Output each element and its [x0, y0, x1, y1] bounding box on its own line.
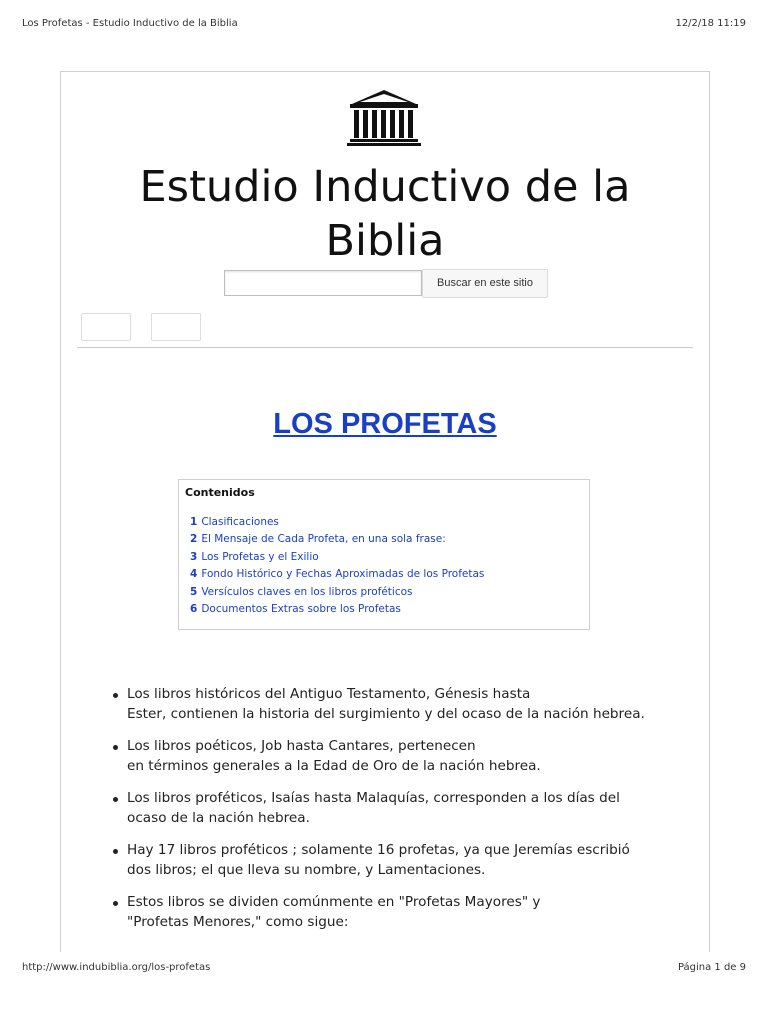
list-item-line: Ester, contienen la historia del surgimiento y del ocaso de la nación hebrea.	[127, 705, 645, 722]
toc-item[interactable]	[190, 531, 583, 548]
nav-button-1[interactable]	[81, 313, 131, 341]
list-item	[111, 893, 691, 932]
table-of-contents	[178, 479, 590, 630]
list-item	[111, 685, 691, 724]
toc-item-number: 6	[190, 603, 198, 616]
toc-item-link[interactable]: El Mensaje de Cada Profeta, en una sola frase:	[201, 533, 446, 546]
list-item-line: Los libros proféticos, Isaías hasta Malaquías, corresponden a los días del	[127, 790, 620, 806]
print-footer-url: http://www.indubiblia.org/los-profetas	[22, 962, 211, 973]
bullet-dot-icon	[113, 693, 118, 698]
bullet-list	[111, 685, 691, 945]
toc-item-number: 2	[190, 533, 198, 546]
list-item-line: Hay 17 libros proféticos ; solamente 16 profetas, ya que Jeremías escribió	[127, 842, 630, 858]
toc-item[interactable]	[190, 549, 583, 566]
list-item	[111, 737, 691, 776]
search-input[interactable]	[224, 270, 422, 296]
list-item	[111, 841, 691, 880]
site-title-line1: Estudio Inductivo de la	[139, 162, 631, 212]
toc-item-link[interactable]: Versículos claves en los libros proféticos	[201, 585, 413, 598]
search-button[interactable]: Buscar en este sitio	[422, 269, 548, 298]
list-item-line: dos libros; el que lleva su nombre, y Lamentaciones.	[127, 861, 486, 878]
print-header-datetime: 12/2/18 11:19	[675, 18, 746, 29]
toc-item-number: 4	[190, 568, 198, 581]
list-item-line: en términos generales a la Edad de Oro de la nación hebrea.	[127, 757, 541, 774]
bullet-dot-icon	[113, 849, 118, 854]
bullet-dot-icon	[113, 797, 118, 802]
toc-item-link[interactable]: Los Profetas y el Exilio	[201, 550, 319, 563]
page-heading	[61, 408, 709, 441]
site-title-link[interactable]	[140, 162, 631, 266]
site-title-line2: Biblia	[325, 216, 445, 266]
toc-title: Contenidos	[185, 486, 255, 499]
bullet-dot-icon	[113, 901, 118, 906]
toc-item[interactable]	[190, 514, 583, 531]
header-divider	[77, 347, 693, 348]
nav-button-2[interactable]	[151, 313, 201, 341]
print-footer-page: Página 1 de 9	[677, 962, 746, 973]
list-item-line: "Profetas Menores," como sigue:	[127, 913, 349, 930]
page-frame	[60, 71, 710, 952]
list-item-line: Los libros históricos del Antiguo Testamento, Génesis hasta	[127, 686, 531, 702]
toc-item-link[interactable]: Fondo Histórico y Fechas Aproximadas de los Profetas	[201, 568, 485, 581]
toc-item[interactable]	[190, 584, 583, 601]
toc-item-number: 1	[190, 516, 198, 528]
list-item	[111, 789, 691, 828]
page-heading-link[interactable]: LOS PROFETAS	[273, 408, 497, 440]
toc-item[interactable]	[190, 566, 583, 583]
toc-item-link[interactable]: Documentos Extras sobre los Profetas	[201, 603, 401, 616]
toc-item-link[interactable]: Clasificaciones	[201, 516, 279, 528]
print-footer	[22, 962, 746, 976]
toc-item[interactable]	[190, 601, 583, 618]
list-item-line: ocaso de la nación hebrea.	[127, 809, 310, 826]
toc-item-number: 3	[190, 550, 198, 563]
temple-columns-icon[interactable]	[344, 88, 424, 148]
list-item-line: Estos libros se dividen comúnmente en "Profetas Mayores" y	[127, 894, 541, 910]
toc-item-number: 5	[190, 585, 198, 598]
list-item-line: Los libros poéticos, Job hasta Cantares, pertenecen	[127, 738, 476, 754]
site-title	[61, 160, 709, 268]
print-header	[22, 18, 746, 32]
print-header-title: Los Profetas - Estudio Inductivo de la Biblia	[22, 18, 238, 29]
bullet-dot-icon	[113, 745, 118, 750]
